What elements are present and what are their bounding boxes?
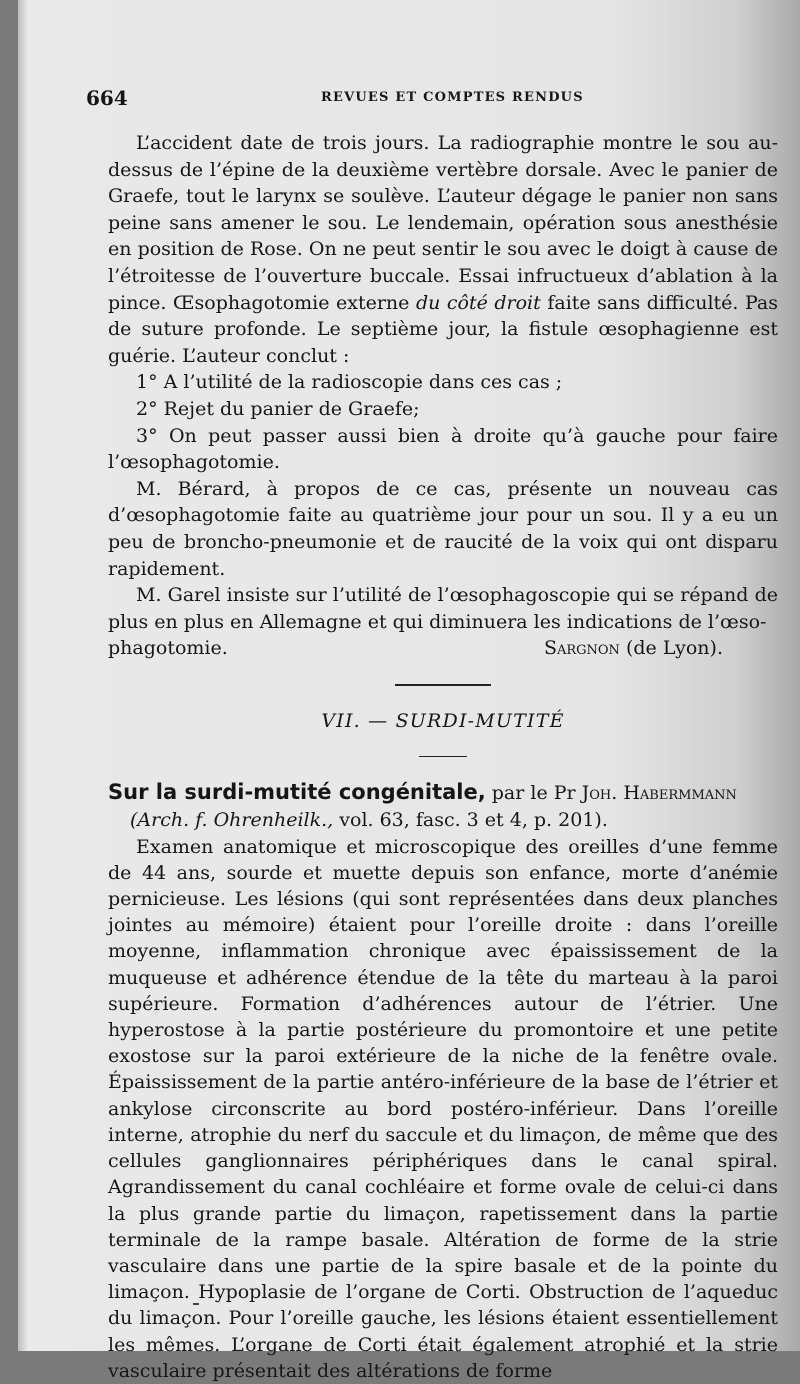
page-content — [108, 130, 778, 1384]
signature-place: (de Lyon). — [625, 637, 723, 660]
paragraph-last-word: phagotomie. — [108, 637, 228, 660]
conclusion-item-3: 3° On peut passer aussi bien à droite qu’à gauche pour faire l’œsophagotomie. — [108, 424, 778, 474]
paragraph-text: L’accident date de trois jours. La radiographie montre le sou au-dessus de l’épine de la deuxième vertèbre dorsale. Avec le panier de Graefe, tout le larynx se soulève. L’auteur dégage le panier non sans peine sans amener le sou. Le lendemain, opération sous anesthésie en position de Rose. On ne peut sentir le sou avec le doigt à cause de l’étroitesse de l’ouverture buccale. Essai infructueux d’ablation à la pince. Œsophagotomie externe — [108, 132, 778, 314]
reference-details: vol. 63, fasc. 3 et 4, p. 201). — [339, 809, 608, 832]
paragraph-garel: M. Garel insiste sur l’utilité de l’œsophagoscopie qui se répand de plus en plus en Allemagne et qui diminuera les indications de l’œso- — [108, 584, 778, 633]
signature-line — [108, 635, 778, 662]
paragraph-berard: M. Bérard, à propos de ce cas, présente un nouveau cas d’œsophagotomie faite au quatrième jour pour un sou. Il y a eu un peu de broncho-pneumonie et de raucité de la voix qui ont disparu rapidement. — [108, 477, 778, 580]
page-header — [86, 86, 782, 114]
section-divider-small — [419, 756, 467, 757]
paragraph-italic: du côté droit — [415, 291, 541, 314]
conclusion-item-1: 1° A l’utilité de la radioscopie dans ces cas ; — [136, 371, 563, 394]
article-reference — [108, 807, 778, 834]
paragraph-text-end: faite sans difficulté. Pas de suture profonde. Le septième jour, la fistule œsophagienne est guérie. L’auteur conclut : — [108, 291, 779, 367]
book-page — [18, 0, 800, 1382]
section-divider — [395, 684, 491, 686]
signature-name: Sargnon — [543, 637, 620, 660]
running-title: REVUES ET COMPTES RENDUS — [321, 90, 584, 105]
page-number: 664 — [86, 86, 128, 110]
bottom-mark — [193, 1303, 199, 1305]
article-body — [108, 834, 778, 1384]
paragraph-case-report — [108, 130, 778, 369]
reference-journal: (Arch. f. Ohrenheilk., — [130, 809, 334, 832]
article-by: par le Pr — [491, 782, 576, 805]
section-title: VII. — SURDI-MUTITÉ — [321, 709, 565, 732]
signature — [544, 635, 778, 662]
article-heading — [108, 779, 778, 807]
article-paragraph: Examen anatomique et microscopique des oreilles d’une femme de 44 ans, sourde et muette depuis son enfance, morte d’anémie pernicieuse. Les lésions (qui sont représentées dans deux planches jointes au mémoire) étaient pour l’oreille droite : dans l’oreille moyenne, inflammation chronique avec épaississement de la muqueuse et adhérence étendue de la tête du marteau à la paroi supérieure. Formation d’adhérences autour de l’étrier. Une hyperostose à la partie postérieure du promontoire et une petite exostose sur la paroi extérieure de la niche de la fenêtre ovale. Épaississement de la partie antéro-inférieure de la base de l’étrier et ankylose circonscrite au bord postéro-inférieur. Dans l’oreille interne, atrophie du nerf du saccule et du limaçon, de même que des cellules ganglionnaires périphériques dans le canal spiral. Agrandissement du canal cochléaire et forme ovale de celui-ci dans la plus grande partie du limaçon, rapetissement dans la partie terminale de la rampe basale. Altération de forme de la strie vasculaire dans une partie de la spire basale et de la pointe du limaçon. Hypoplasie de l’organe de Corti. Obstruction de l’aqueduc du limaçon. Pour l’oreille gauche, les lésions étaient essentiellement les mêmes. L’organe de Corti était également atrophié et la strie vasculaire présentait des altérations de forme — [108, 835, 778, 1382]
article-title: Sur la surdi-mutité congénitale, — [108, 780, 486, 805]
article-author: Joh. Habermmann — [581, 782, 737, 805]
conclusion-item-2: 2° Rejet du panier de Graefe; — [136, 397, 420, 420]
